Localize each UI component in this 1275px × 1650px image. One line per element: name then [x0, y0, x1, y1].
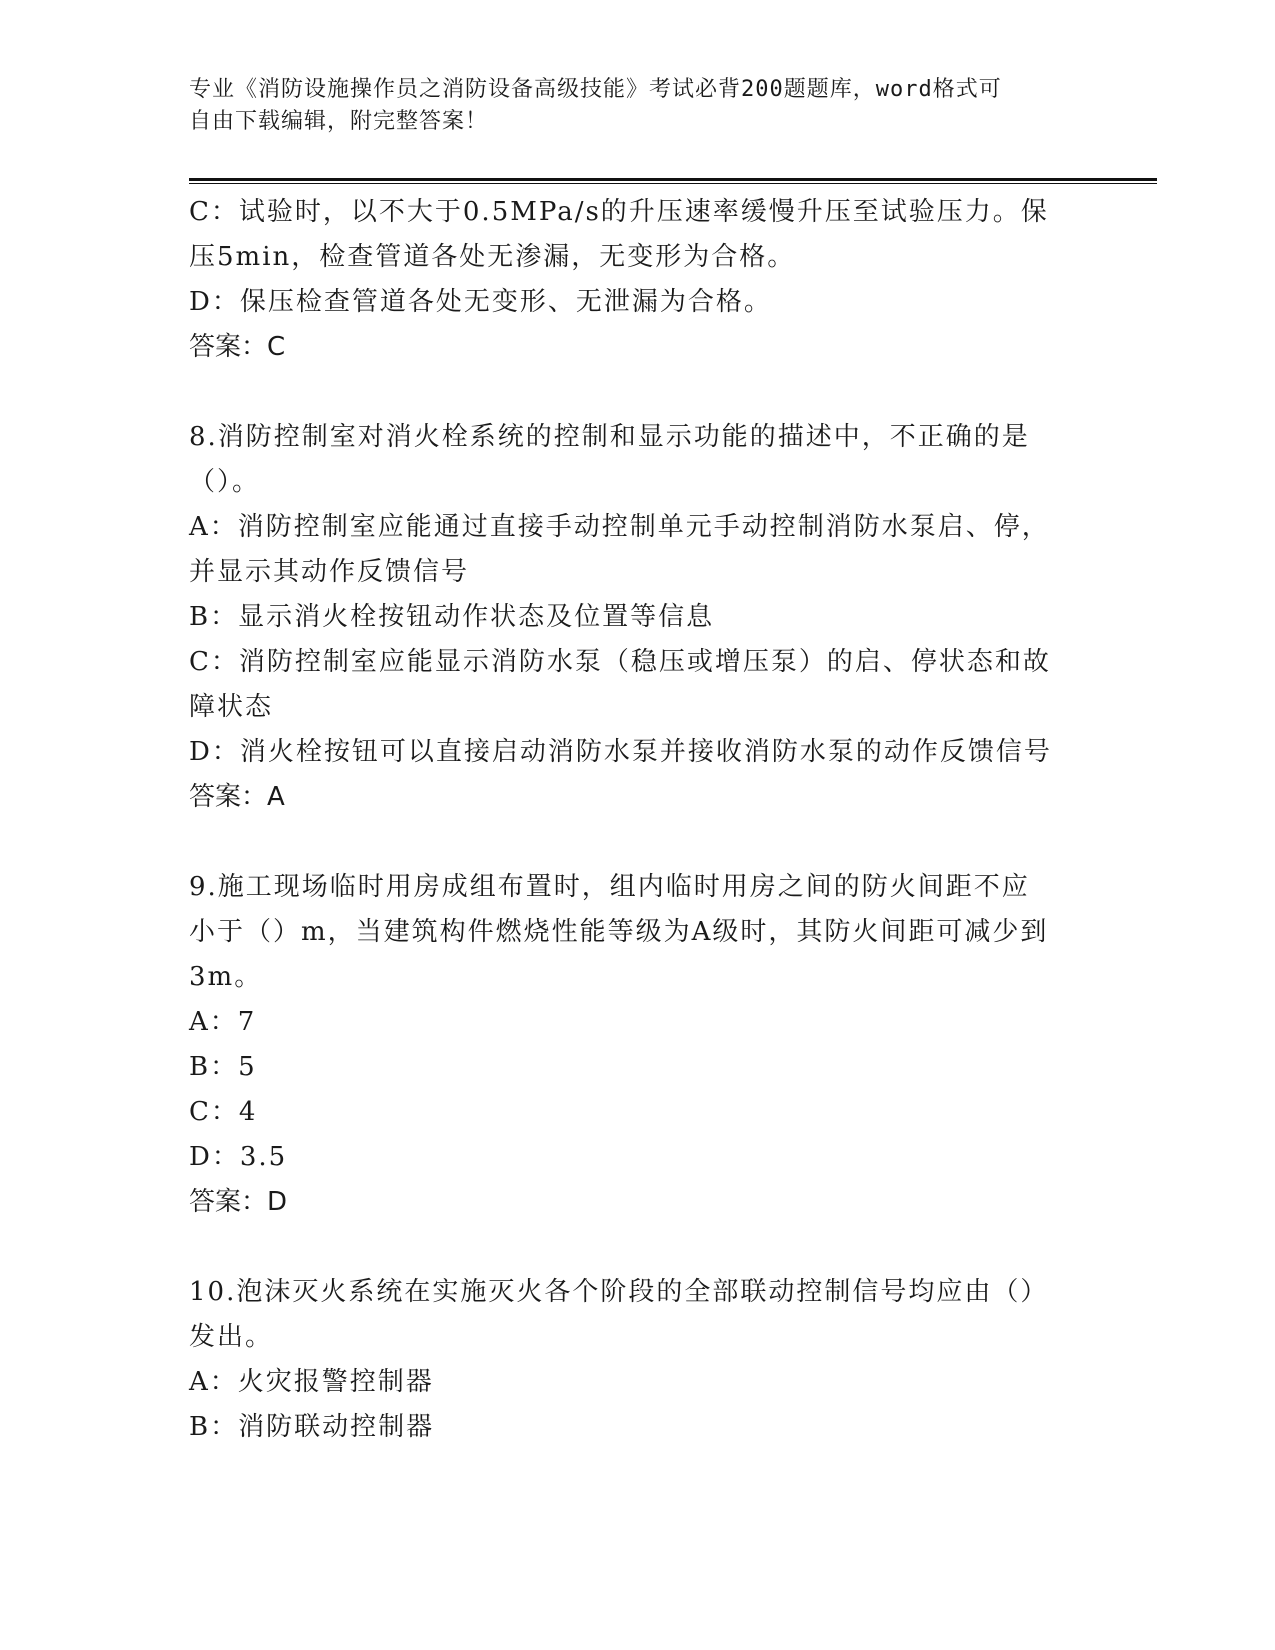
question-stem: 发出。	[189, 1322, 274, 1352]
prev-question-block	[189, 190, 1079, 370]
spacer	[189, 1225, 1079, 1270]
option-c: C：4	[189, 1097, 258, 1127]
question-9-block	[189, 865, 1079, 1225]
answer-label: 答案：A	[189, 782, 285, 812]
option-a: A：消防控制室应能通过直接手动控制单元手动控制消防水泵启、停，	[189, 512, 1050, 542]
option-a: A：火灾报警控制器	[189, 1367, 434, 1397]
question-stem: 小于（）m，当建筑构件燃烧性能等级为A级时，其防火间距可减少到	[189, 917, 1049, 947]
question-stem: 10.泡沫灭火系统在实施灭火各个阶段的全部联动控制信号均应由（）	[189, 1277, 1049, 1307]
option-c: 障状态	[189, 692, 274, 722]
question-stem: （）。	[189, 467, 261, 497]
option-b: B：消防联动控制器	[189, 1412, 435, 1442]
header-line-1: 专业《消防设施操作员之消防设备高级技能》考试必背200题题库，word格式可	[189, 77, 1002, 102]
question-stem: 3m。	[189, 962, 263, 992]
document-header	[189, 74, 1079, 138]
header-divider-thin	[189, 183, 1157, 184]
option-a: 并显示其动作反馈信号	[189, 557, 470, 587]
document-body	[189, 190, 1079, 1450]
question-10-block	[189, 1270, 1079, 1450]
spacer	[189, 370, 1079, 415]
option-a: A：7	[189, 1007, 257, 1037]
header-line-2: 自由下载编辑，附完整答案！	[189, 109, 489, 134]
option-b: B：显示消火栓按钮动作状态及位置等信息	[189, 602, 715, 632]
question-stem: 9.施工现场临时用房成组布置时，组内临时用房之间的防火间距不应	[189, 872, 1030, 902]
spacer	[189, 820, 1079, 865]
answer-label: 答案：C	[189, 332, 286, 362]
option-d: D：3.5	[189, 1142, 288, 1172]
option-d: D：消火栓按钮可以直接启动消防水泵并接收消防水泵的动作反馈信号	[189, 737, 1052, 767]
header-divider-thick	[189, 178, 1157, 181]
option-c-line: C：试验时，以不大于0.5MPa/s的升压速率缓慢升压至试验压力。保	[189, 197, 1049, 227]
question-8-block	[189, 415, 1079, 820]
question-stem: 8.消防控制室对消火栓系统的控制和显示功能的描述中，不正确的是	[189, 422, 1030, 452]
answer-label: 答案：D	[189, 1187, 288, 1217]
option-b: B：5	[189, 1052, 257, 1082]
option-c: C：消防控制室应能显示消防水泵（稳压或增压泵）的启、停状态和故	[189, 647, 1051, 677]
option-d: D：保压检查管道各处无变形、无泄漏为合格。	[189, 287, 772, 317]
option-c-line: 压5min，检查管道各处无渗漏，无变形为合格。	[189, 242, 796, 272]
